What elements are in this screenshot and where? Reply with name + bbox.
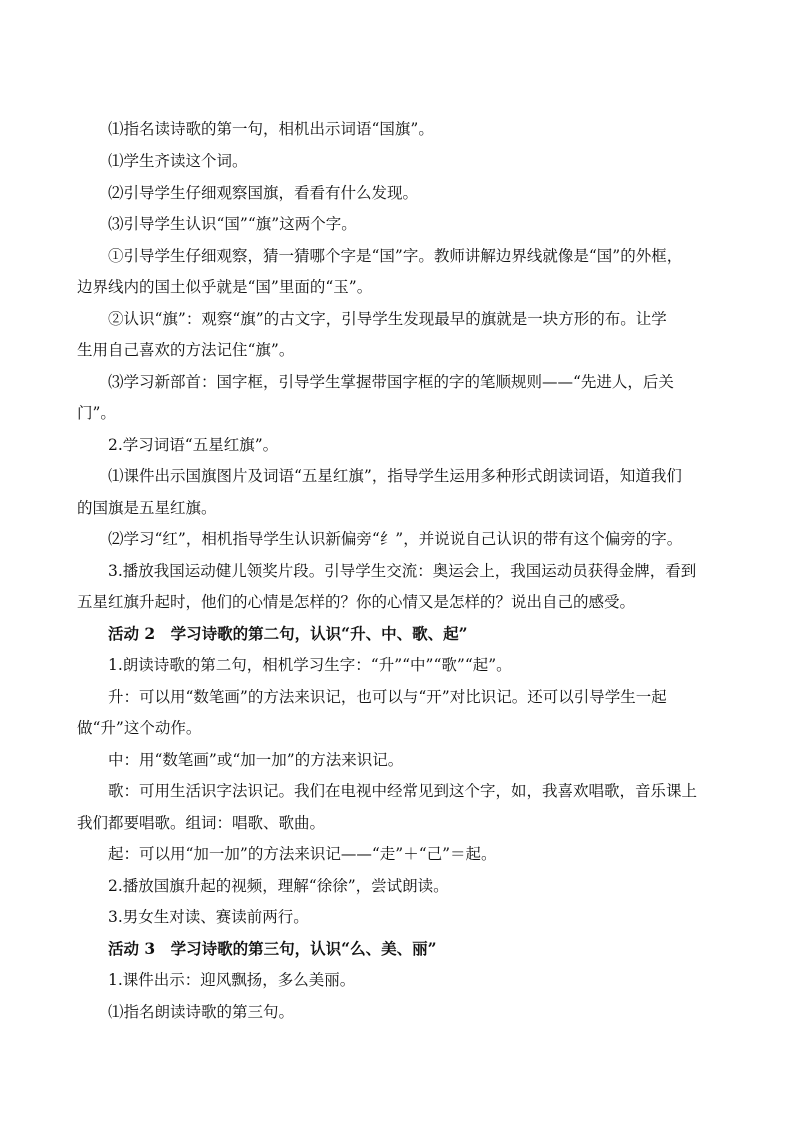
paragraph-line: ⑵学习“红”，相机指导学生认识新偏旁“纟”，并说说自己认识的带有这个偏旁的字。	[108, 530, 683, 548]
paragraph-line: 3.播放我国运动健儿领奖片段。引导学生交流：奥运会上，我国运动员获得金牌，看到	[108, 562, 697, 580]
paragraph-line: ⑴指名朗读诗歌的第三句。	[108, 1003, 295, 1021]
paragraph-line: 做“升”这个动作。	[77, 719, 202, 737]
paragraph-line: 边界线内的国土似乎就是“国”里面的“玉”。	[77, 278, 373, 296]
paragraph-line: 2.学习词语“五星红旗”。	[108, 436, 279, 454]
paragraph-line: ⑴课件出示国旗图片及词语“五星红旗”，指导学生运用多种形式朗读词语，知道我们	[108, 467, 682, 485]
paragraph-line: 歌：可用生活识字法识记。我们在电视中经常见到这个字，如，我喜欢唱歌，音乐课上	[108, 782, 698, 800]
paragraph-line: ⑵引导学生仔细观察国旗，看看有什么发现。	[108, 184, 419, 202]
paragraph-line: 五星红旗升起时，他们的心情是怎样的？你的心情又是怎样的？说出自己的感受。	[77, 593, 636, 611]
paragraph-line: ②认识“旗”：观察“旗”的古文字，引导学生发现最早的旗就是一块方形的布。让学	[108, 310, 667, 328]
paragraph-line: 门”。	[77, 404, 116, 422]
paragraph-line: 1.朗读诗歌的第二句，相机学习生字：“升”“中”“歌”“起”。	[108, 656, 512, 674]
paragraph-line: 生用自己喜欢的方法记住“旗”。	[77, 341, 295, 359]
paragraph-line: ⑴指名读诗歌的第一句，相机出示词语“国旗”。	[108, 120, 434, 138]
paragraph-line: ①引导学生仔细观察，猜一猜哪个字是“国”字。教师讲解边界线就像是“国”的外框，	[108, 247, 683, 265]
activity-heading: 活动 3 学习诗歌的第三句，认识“么、美、丽”	[108, 939, 437, 958]
paragraph-line: 起：可以用“加一加”的方法来识记——“走”＋“己”＝起。	[108, 845, 497, 863]
paragraph-line: ⑶学习新部首：国字框，引导学生掌握带国字框的字的笔顺规则——“先进人，后关	[108, 373, 674, 391]
paragraph-line: 升：可以用“数笔画”的方法来识记，也可以与“开”对比识记。还可以引导学生一起	[108, 688, 667, 706]
activity-heading: 活动 2 学习诗歌的第二句，认识“升、中、歌、起”	[108, 624, 468, 643]
paragraph-line: 我们都要唱歌。组词：唱歌、歌曲。	[77, 814, 326, 832]
paragraph-line: 1.课件出示：迎风飘扬，多么美丽。	[108, 971, 356, 989]
paragraph-line: ⑶引导学生认识“国”“旗”这两个字。	[108, 215, 357, 233]
paragraph-line: ⑴学生齐读这个词。	[108, 152, 248, 170]
paragraph-line: 的国旗是五星红旗。	[77, 499, 217, 517]
paragraph-line: 3.男女生对读、赛读前两行。	[108, 908, 309, 926]
paragraph-line: 2.播放国旗升起的视频，理解“徐徐”，尝试朗读。	[108, 877, 449, 895]
paragraph-line: 中：用“数笔画”或“加一加”的方法来识记。	[108, 751, 404, 769]
